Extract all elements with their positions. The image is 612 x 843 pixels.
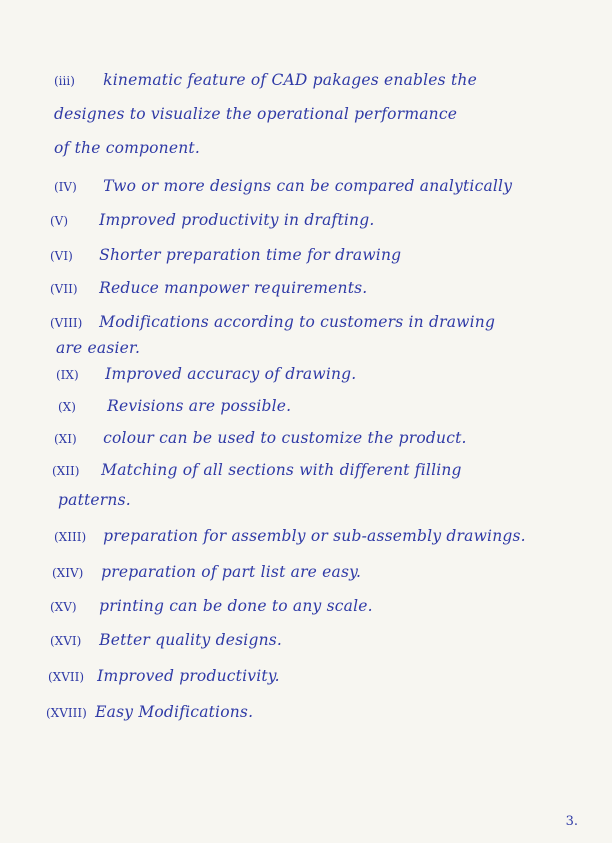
list-item-line	[54, 104, 457, 124]
item-number: (VII)	[50, 282, 78, 296]
list-item-line	[54, 70, 477, 91]
item-text: colour can be used to customize the product.	[103, 429, 467, 447]
item-number: (XII)	[52, 464, 80, 478]
item-text: Revisions are possible.	[107, 397, 292, 415]
item-text: printing can be done to any scale.	[99, 597, 373, 615]
item-number: (VI)	[50, 249, 73, 263]
item-text: kinematic feature of CAD pakages enables the	[103, 71, 477, 89]
list-item-line	[54, 526, 526, 547]
item-number: (XV)	[50, 600, 77, 614]
item-number: (XVIII)	[46, 706, 87, 720]
list-item-line	[52, 562, 361, 583]
list-item-line	[48, 666, 280, 687]
item-number: (VIII)	[50, 316, 83, 330]
item-text: patterns.	[58, 491, 131, 509]
item-text: Improved productivity.	[97, 667, 280, 685]
item-number: (XI)	[54, 432, 77, 446]
list-item-line	[50, 245, 401, 266]
list-item-line	[54, 176, 512, 197]
item-text: Matching of all sections with different filling	[101, 461, 462, 479]
item-text: preparation of part list are easy.	[101, 563, 362, 581]
list-item-line	[58, 396, 291, 417]
item-number: (XIV)	[52, 566, 84, 580]
page-number: 3.	[565, 814, 578, 829]
item-number: (IX)	[56, 368, 79, 382]
item-number: (XVI)	[50, 634, 82, 648]
list-item-line	[50, 278, 367, 299]
list-item-line	[50, 630, 282, 651]
item-text: Easy Modifications.	[95, 703, 254, 721]
item-text: of the component.	[54, 139, 200, 157]
item-text: Improved accuracy of drawing.	[105, 365, 357, 383]
list-item-line	[56, 364, 356, 385]
item-text: designes to visualize the operational performance	[54, 105, 458, 123]
item-number: (V)	[50, 214, 69, 228]
list-item-line	[50, 210, 374, 231]
item-text: are easier.	[56, 339, 141, 357]
item-number: (XIII)	[54, 530, 87, 544]
list-item-line	[50, 312, 495, 333]
list-item-line	[52, 460, 462, 481]
list-item-line	[56, 338, 140, 358]
list-item-line	[54, 138, 200, 158]
list-item-line	[58, 490, 131, 510]
item-text: Two or more designs can be compared analytically	[103, 177, 513, 195]
item-text: preparation for assembly or sub-assembly drawings.	[103, 527, 526, 545]
item-text: Improved productivity in drafting.	[99, 211, 375, 229]
item-text: Modifications according to customers in drawing	[99, 313, 496, 331]
item-number: (iii)	[54, 74, 75, 88]
item-number: (IV)	[54, 180, 77, 194]
list-item-line	[46, 702, 253, 723]
item-text: Shorter preparation time for drawing	[99, 246, 402, 264]
item-number: (XVII)	[48, 670, 85, 684]
item-number: (X)	[58, 400, 76, 414]
list-item-line	[54, 428, 467, 449]
item-text: Reduce manpower requirements.	[99, 279, 368, 297]
item-text: Better quality designs.	[99, 631, 283, 649]
list-item-line	[50, 596, 373, 617]
